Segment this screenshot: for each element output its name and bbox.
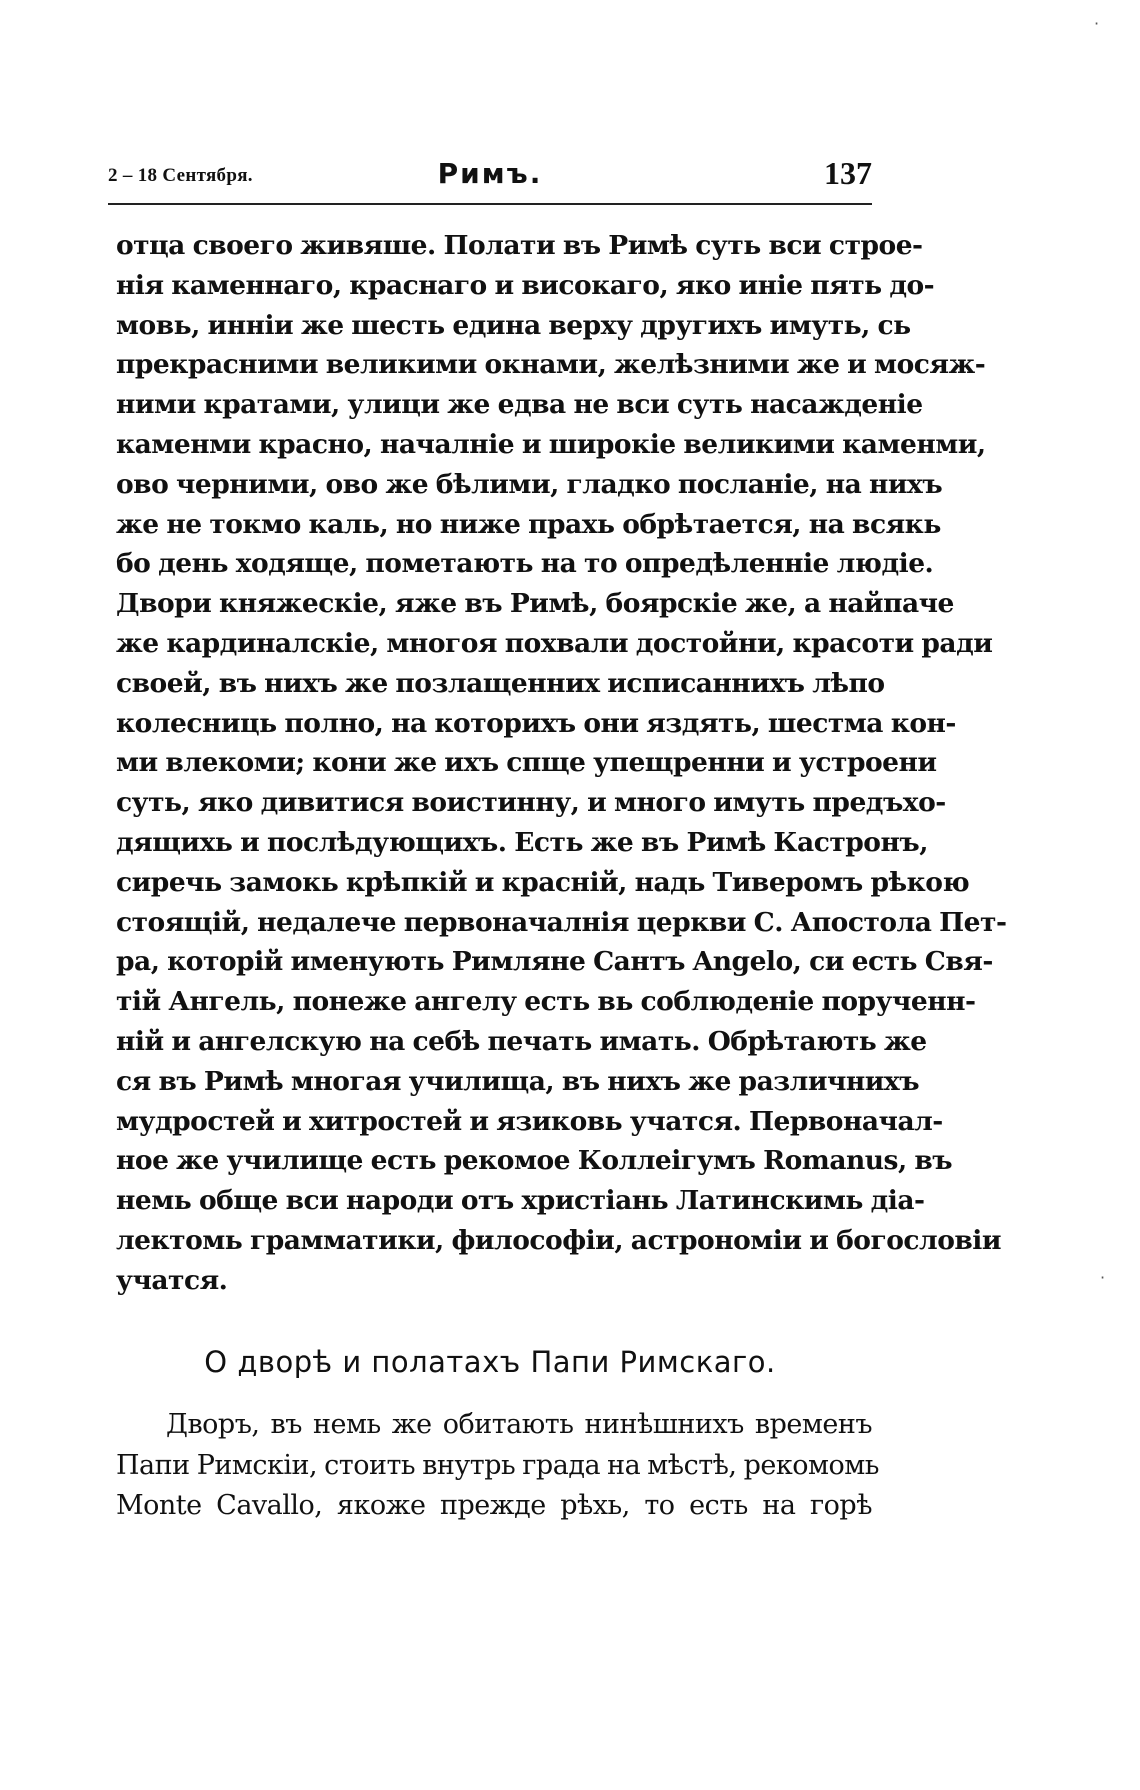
body-paragraph: [116, 1405, 879, 1527]
text-line: сиречь замокь крѣпкій и красній, надь Тиверомъ рѣкою: [116, 866, 970, 898]
text-line: тій Ангель, понеже ангелу есть вь соблюденіе порученн-: [116, 986, 976, 1018]
text-line: своей, въ нихъ же позлащенних исписаннихъ лѣпо: [116, 667, 885, 699]
header-rule: [108, 203, 872, 205]
text-line: нія каменнаго, краснаго и високаго, яко иніе пять до-: [116, 269, 935, 301]
text-line: прекрасними великими окнами, желѣзними же и мосяж-: [116, 349, 986, 381]
text-line: дящихь и послѣдующихъ. Есть же въ Римѣ Кастронъ,: [116, 826, 928, 858]
text-line: немь обще вси народи отъ христіань Латинскимь діа-: [116, 1185, 925, 1217]
text-line: ра, которій именують Римляне Сантъ Angelo, си есть Свя-: [116, 946, 993, 978]
text-line: же кардиналскіе, многоя похвали достойни, красоти ради: [116, 627, 993, 659]
text-line: ся въ Римѣ многая училища, въ нихъ же различнихъ: [116, 1065, 920, 1097]
text-line: лектомь грамматики, философіи, астрономіи и богословіи: [116, 1224, 1002, 1256]
text-line: отца своего живяше. Полати въ Римѣ суть вси строе-: [116, 230, 923, 261]
text-line: мудростей и хитростей и язиковь учатся. Первоначал-: [116, 1105, 943, 1137]
text-line: ній и ангелскую на себѣ печать имать. Обрѣтають же: [116, 1025, 927, 1057]
running-head-date: 2 – 18 Сентября.: [108, 165, 253, 186]
text-line: ними кратами, улици же едва не вси суть насажденіе: [116, 389, 923, 421]
text-line: мовь, инніи же шесть едина верху другихъ имуть, сь: [116, 309, 911, 341]
text-line: Monte Cavallo, якоже прежде рѣхь, то есть на горѣ: [116, 1490, 872, 1521]
section-heading: О дворѣ и полатахъ Папи Римскаго.: [204, 1345, 776, 1379]
text-line: учатся.: [116, 1264, 228, 1296]
running-head-title: Римъ.: [437, 157, 543, 190]
text-line: суть, яко дивитися воистинну, и много имуть предъхо-: [116, 787, 946, 819]
text-line: каменми красно, началніе и широкіе великими каменми,: [116, 428, 986, 460]
text-line: стоящій, недалече первоначалнія церкви С. Апостола Пет-: [116, 906, 1007, 938]
text-line: бо день ходяще, пометають на то опредѣленніе людіе.: [116, 548, 934, 580]
scan-mark: ·: [1094, 14, 1100, 33]
text-line: Папи Римскіи, стоить внутрь града на мѣстѣ, рекомомь: [116, 1449, 879, 1481]
text-line: Двори княжескіе, яже въ Римѣ, боярскіе же, а найпаче: [116, 588, 954, 620]
text-line: ми влекоми; кони же ихъ спще упещренни и устроени: [116, 747, 937, 779]
text-line: ово черними, ово же бѣлими, гладко посланіе, на нихъ: [116, 468, 943, 500]
page-number: 137: [824, 155, 872, 191]
text-line: Дворъ, въ немь же обитають нинѣшнихъ временъ: [166, 1409, 872, 1440]
scan-mark: ·: [1100, 1268, 1106, 1287]
text-line: же не токмо каль, но ниже прахь обрѣтается, на всякь: [116, 508, 941, 540]
body-paragraph: [116, 226, 1007, 1301]
running-head: [108, 155, 872, 195]
text-line: колесниць полно, на которихъ они яздять, шестма кон-: [116, 707, 956, 739]
text-line: ное же училище есть рекомое Коллеігумъ Romanus, въ: [116, 1145, 953, 1177]
